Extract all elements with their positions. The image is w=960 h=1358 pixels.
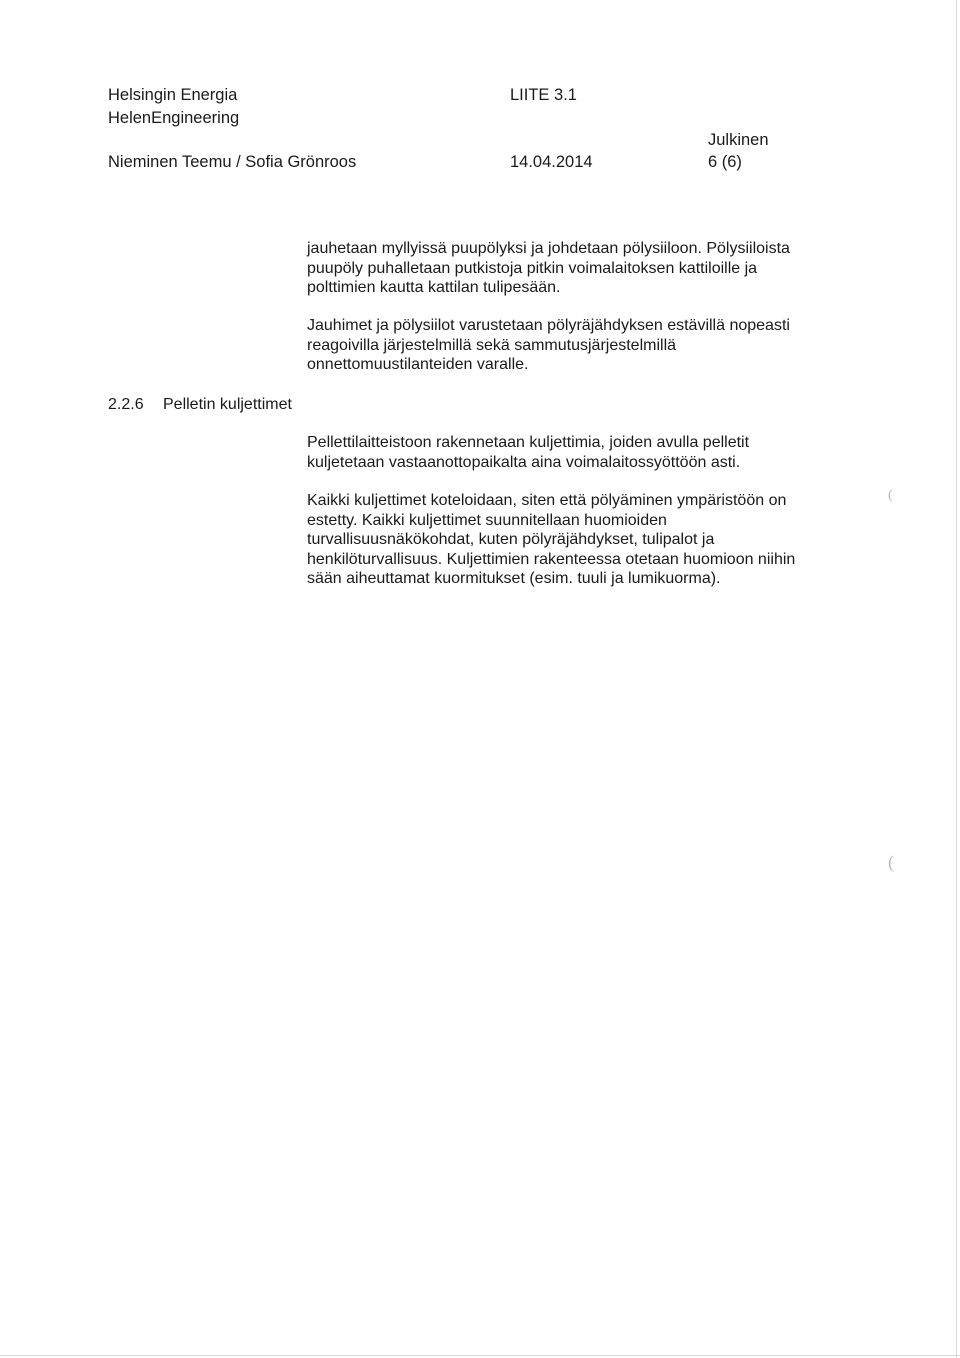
- safety-line: reagoivilla järjestelmillä sekä sammutusjärjestelmillä: [307, 336, 677, 354]
- scan-mark: (: [888, 852, 894, 872]
- conveyor-line: kuljetetaan vastaanottopaikalta aina voimalaitossyöttöön asti.: [307, 453, 741, 471]
- safety-paragraph: [307, 316, 837, 375]
- enclosure-line: Kaikki kuljettimet koteloidaan, siten että pölyäminen ympäristöön on: [307, 492, 787, 509]
- enclosure-line: turvallisuusnäkökohdat, kuten pölyräjähdykset, tulipalot ja: [307, 531, 715, 549]
- enclosure-line: sään aiheuttamat kuormitukset (esim. tuuli ja lumikuorma).: [307, 570, 721, 588]
- conveyor-line: Pellettilaitteistoon rakennetaan kuljettimia, joiden avulla pelletit: [307, 434, 750, 451]
- document-date: 14.04.2014: [510, 153, 593, 171]
- intro-line: jauhetaan myllyissä puupölyksi ja johdetaan pölysiiloon. Pölysiiloista: [307, 240, 790, 257]
- document-authors: Nieminen Teemu / Sofia Grönroos: [108, 153, 357, 171]
- intro-line: puupöly puhalletaan putkistoja pitkin voimalaitoksen kattiloille ja: [307, 259, 758, 277]
- section-title: Pelletin kuljettimet: [163, 396, 292, 413]
- scan-mark: (: [888, 488, 893, 503]
- conveyor-paragraph: [307, 433, 837, 472]
- enclosure-line: henkilöturvallisuus. Kuljettimien rakenteessa otetaan huomioon niihin: [307, 550, 796, 568]
- company-name: Helsingin Energia: [108, 86, 238, 104]
- scan-edge-line: [956, 0, 957, 1358]
- attachment-label: LIITE 3.1: [510, 86, 577, 104]
- page-number: 6 (6): [708, 153, 742, 171]
- enclosure-paragraph: [307, 491, 837, 589]
- classification-label: Julkinen: [708, 131, 769, 149]
- intro-paragraph: [307, 239, 837, 298]
- scan-edge-line: [0, 1355, 960, 1356]
- division-name: HelenEngineering: [108, 109, 240, 127]
- safety-line: Jauhimet ja pölysiilot varustetaan pölyräjähdyksen estävillä nopeasti: [307, 317, 790, 334]
- enclosure-line: estetty. Kaikki kuljettimet suunnitellaan huomioiden: [307, 511, 667, 529]
- section-number: 2.2.6: [108, 396, 144, 413]
- safety-line: onnettomuustilanteiden varalle.: [307, 356, 529, 374]
- intro-line: polttimien kautta kattilan tulipesään.: [307, 279, 561, 297]
